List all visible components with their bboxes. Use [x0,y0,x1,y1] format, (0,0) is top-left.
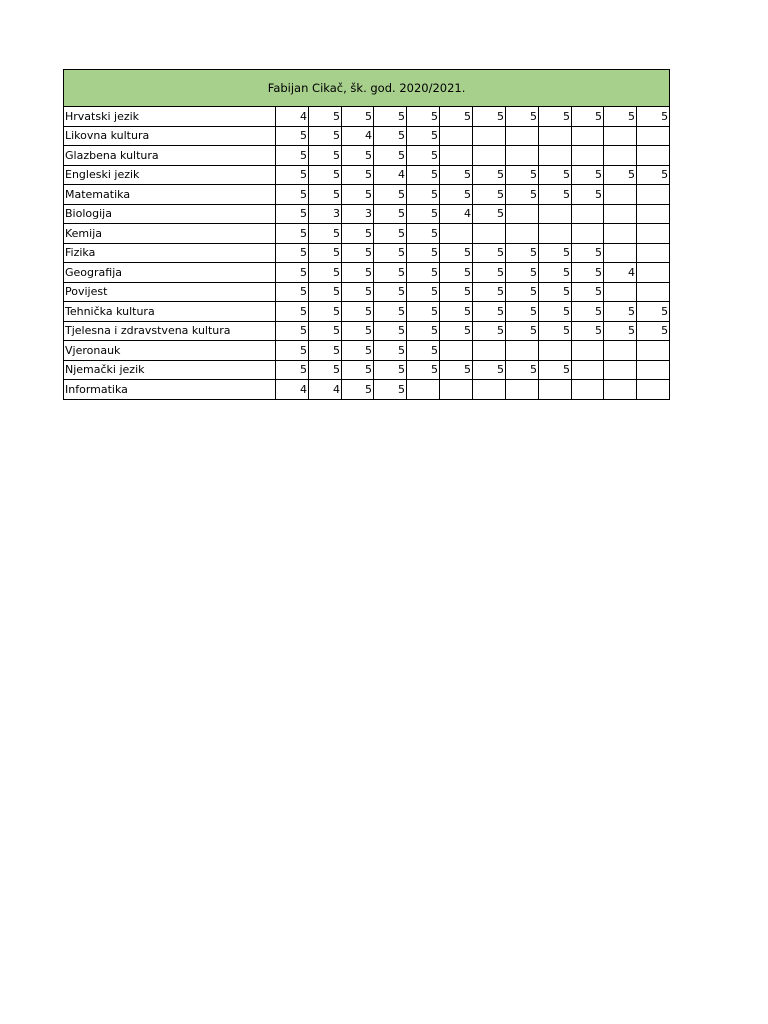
grade-cell[interactable]: 5 [407,146,440,166]
grade-cell[interactable]: 5 [407,341,440,361]
grade-cell[interactable]: 5 [440,360,473,380]
grade-cell[interactable]: 5 [342,146,374,166]
grade-cell[interactable]: 5 [309,243,342,263]
grade-cell[interactable]: 5 [276,224,309,244]
grade-cell[interactable] [604,282,637,302]
grade-cell[interactable]: 5 [309,185,342,205]
grade-cell[interactable] [604,185,637,205]
grade-cell[interactable]: 5 [473,185,506,205]
grade-cell[interactable]: 5 [374,146,407,166]
grade-cell[interactable]: 5 [374,263,407,283]
grade-cell[interactable] [637,224,670,244]
grade-cell[interactable]: 5 [309,282,342,302]
table-row [64,204,670,224]
grade-cell[interactable]: 5 [506,243,539,263]
grade-cell[interactable]: 5 [506,263,539,283]
grade-cell[interactable]: 5 [342,302,374,322]
grade-cell[interactable]: 5 [506,360,539,380]
grade-cell[interactable]: 5 [342,360,374,380]
grade-cell[interactable]: 4 [342,126,374,146]
grade-cell[interactable]: 5 [276,243,309,263]
subject-cell[interactable]: Tehnička kultura [64,302,276,322]
table-row [64,224,670,244]
grade-cell[interactable]: 5 [342,243,374,263]
grade-cell[interactable] [637,185,670,205]
subject-cell[interactable]: Povijest [64,282,276,302]
grade-cell[interactable] [539,204,572,224]
table-row [64,146,670,166]
grade-cell[interactable] [572,360,604,380]
grade-cell[interactable]: 5 [440,243,473,263]
grade-cell[interactable] [572,146,604,166]
grade-cell[interactable] [473,341,506,361]
grade-cell[interactable]: 5 [276,185,309,205]
subject-cell[interactable]: Matematika [64,185,276,205]
subject-cell[interactable]: Biologija [64,204,276,224]
grade-cell[interactable]: 5 [473,165,506,185]
grade-cell[interactable]: 5 [342,185,374,205]
grade-cell[interactable]: 5 [342,263,374,283]
table-row [64,107,670,127]
grade-cell[interactable] [473,224,506,244]
grade-cell[interactable]: 5 [506,107,539,127]
grade-cell[interactable]: 5 [342,380,374,400]
grade-cell[interactable]: 5 [539,263,572,283]
grade-cell[interactable]: 5 [604,107,637,127]
grade-cell[interactable]: 5 [572,185,604,205]
grade-cell[interactable]: 5 [473,243,506,263]
grade-cell[interactable]: 5 [407,263,440,283]
grade-cell[interactable]: 5 [276,302,309,322]
grade-rows [64,107,670,400]
grade-cell[interactable]: 5 [407,107,440,127]
subject-cell[interactable]: Engleski jezik [64,165,276,185]
grade-cell[interactable]: 5 [473,263,506,283]
grade-cell[interactable] [473,146,506,166]
grade-cell[interactable]: 5 [473,282,506,302]
grades-table [63,69,670,400]
grade-cell[interactable]: 5 [637,321,670,341]
grade-cell[interactable]: 5 [276,263,309,283]
grade-cell[interactable]: 5 [276,146,309,166]
grade-cell[interactable] [473,126,506,146]
subject-cell[interactable]: Fizika [64,243,276,263]
grade-cell[interactable] [506,224,539,244]
subject-cell[interactable]: Hrvatski jezik [64,107,276,127]
grade-cell[interactable]: 5 [539,165,572,185]
grade-cell[interactable]: 4 [276,380,309,400]
grade-cell[interactable] [407,380,440,400]
grade-cell[interactable]: 5 [440,107,473,127]
grade-cell[interactable]: 5 [276,204,309,224]
grade-cell[interactable] [637,243,670,263]
table-row [64,243,670,263]
grade-cell[interactable] [637,126,670,146]
grade-cell[interactable]: 5 [407,185,440,205]
table-row [64,360,670,380]
grade-cell[interactable]: 5 [572,321,604,341]
table-row [64,380,670,400]
grade-cell[interactable]: 5 [637,165,670,185]
grade-cell[interactable]: 5 [342,224,374,244]
grade-cell[interactable]: 5 [440,185,473,205]
table-row [64,165,670,185]
grade-cell[interactable] [572,224,604,244]
table-row [64,263,670,283]
grade-cell[interactable] [604,360,637,380]
grade-cell[interactable]: 4 [604,263,637,283]
grade-cell[interactable]: 5 [374,360,407,380]
subject-cell[interactable]: Informatika [64,380,276,400]
grade-cell[interactable] [572,380,604,400]
grade-cell[interactable]: 5 [572,243,604,263]
subject-cell[interactable]: Kemija [64,224,276,244]
grade-cell[interactable]: 5 [407,243,440,263]
grade-cell[interactable]: 5 [309,263,342,283]
grade-cell[interactable]: 5 [407,321,440,341]
title-row [64,70,670,107]
grade-cell[interactable] [604,341,637,361]
grade-cell[interactable]: 5 [637,107,670,127]
grade-cell[interactable]: 5 [374,380,407,400]
grade-cell[interactable]: 3 [309,204,342,224]
grade-cell[interactable] [637,263,670,283]
grade-cell[interactable]: 5 [473,360,506,380]
grade-cell[interactable]: 5 [637,302,670,322]
grade-cell[interactable]: 5 [374,224,407,244]
grade-cell[interactable]: 5 [374,302,407,322]
grade-cell[interactable] [506,380,539,400]
grade-cell[interactable]: 5 [309,107,342,127]
grade-cell[interactable] [604,146,637,166]
grade-cell[interactable]: 5 [473,107,506,127]
grade-cell[interactable]: 5 [309,146,342,166]
grade-cell[interactable]: 5 [440,263,473,283]
grade-cell[interactable] [604,380,637,400]
grade-cell[interactable] [604,126,637,146]
grade-cell[interactable] [637,282,670,302]
subject-cell[interactable]: Likovna kultura [64,126,276,146]
grade-cell[interactable]: 3 [342,204,374,224]
subject-cell[interactable]: Geografija [64,263,276,283]
grade-cell[interactable] [473,380,506,400]
grade-cell[interactable]: 5 [342,282,374,302]
grade-cell[interactable]: 5 [309,126,342,146]
grade-cell[interactable]: 5 [309,165,342,185]
subject-cell[interactable]: Tjelesna i zdravstvena kultura [64,321,276,341]
grade-cell[interactable]: 5 [374,341,407,361]
grade-cell[interactable]: 5 [309,360,342,380]
grade-cell[interactable] [506,204,539,224]
grade-cell[interactable]: 5 [342,321,374,341]
grade-cell[interactable]: 5 [539,302,572,322]
grade-cell[interactable]: 5 [309,302,342,322]
subject-cell[interactable]: Vjeronauk [64,341,276,361]
grade-cell[interactable]: 5 [374,126,407,146]
grade-cell[interactable]: 5 [506,165,539,185]
grade-cell[interactable]: 5 [374,107,407,127]
grade-cell[interactable]: 5 [407,302,440,322]
table-row [64,126,670,146]
grade-cell[interactable] [440,341,473,361]
grade-cell[interactable]: 5 [407,224,440,244]
grade-cell[interactable]: 5 [539,282,572,302]
grade-cell[interactable] [637,360,670,380]
grade-cell[interactable]: 5 [539,321,572,341]
grade-cell[interactable]: 5 [276,341,309,361]
grade-cell[interactable]: 5 [604,165,637,185]
grade-cell[interactable] [637,341,670,361]
grade-cell[interactable]: 5 [276,126,309,146]
grade-cell[interactable]: 5 [309,341,342,361]
sheet-title: Fabijan Cikač, šk. god. 2020/2021. [64,70,670,107]
grade-cell[interactable]: 5 [374,282,407,302]
grade-cell[interactable]: 4 [309,380,342,400]
grade-cell[interactable]: 5 [309,224,342,244]
grade-cell[interactable]: 5 [572,107,604,127]
grade-cell[interactable]: 5 [407,204,440,224]
grade-cell[interactable] [440,224,473,244]
table-row [64,185,670,205]
grade-cell[interactable]: 5 [374,185,407,205]
grade-cell[interactable] [572,204,604,224]
subject-cell[interactable]: Glazbena kultura [64,146,276,166]
grade-cell[interactable] [637,146,670,166]
grade-cell[interactable]: 5 [407,360,440,380]
grade-cell[interactable] [539,224,572,244]
grade-cell[interactable]: 5 [506,302,539,322]
grade-cell[interactable] [572,341,604,361]
grade-cell[interactable]: 4 [440,204,473,224]
grade-cell[interactable]: 5 [539,360,572,380]
subject-cell[interactable]: Njemački jezik [64,360,276,380]
grade-cell[interactable] [637,380,670,400]
grade-cell[interactable] [539,126,572,146]
grade-cell[interactable]: 5 [506,185,539,205]
grade-cell[interactable]: 5 [440,321,473,341]
grade-cell[interactable]: 5 [539,107,572,127]
table-row [64,341,670,361]
table-row [64,302,670,322]
grade-cell[interactable] [506,126,539,146]
grade-cell[interactable] [604,243,637,263]
grade-cell[interactable] [572,126,604,146]
grade-cell[interactable]: 4 [276,107,309,127]
grade-cell[interactable]: 5 [276,282,309,302]
table-row [64,321,670,341]
grade-cell[interactable]: 5 [506,321,539,341]
grade-cell[interactable]: 5 [539,243,572,263]
grade-cell[interactable]: 5 [473,321,506,341]
grade-cell[interactable] [604,204,637,224]
grade-cell[interactable]: 5 [506,282,539,302]
grade-cell[interactable] [539,341,572,361]
grade-cell[interactable]: 5 [374,321,407,341]
grade-cell[interactable]: 5 [604,302,637,322]
grade-cell[interactable]: 5 [309,321,342,341]
grade-cell[interactable]: 5 [539,185,572,205]
grade-cell[interactable] [506,341,539,361]
grade-cell[interactable]: 5 [276,321,309,341]
grade-cell[interactable]: 5 [342,165,374,185]
grade-cell[interactable]: 5 [440,302,473,322]
grade-cell[interactable] [539,146,572,166]
grade-cell[interactable]: 5 [604,321,637,341]
grade-cell[interactable]: 5 [407,282,440,302]
grade-cell[interactable] [637,204,670,224]
grade-cell[interactable]: 5 [572,263,604,283]
grade-cell[interactable]: 5 [440,282,473,302]
grade-cell[interactable] [440,126,473,146]
grade-cell[interactable]: 5 [407,165,440,185]
grade-cell[interactable]: 5 [374,204,407,224]
table-row [64,282,670,302]
grade-cell[interactable]: 5 [473,204,506,224]
grade-cell[interactable] [440,146,473,166]
grade-cell[interactable] [604,224,637,244]
grade-cell[interactable]: 5 [407,126,440,146]
grade-cell[interactable]: 5 [342,107,374,127]
grade-cell[interactable]: 5 [572,302,604,322]
grade-cell[interactable]: 5 [374,243,407,263]
grade-cell[interactable]: 5 [276,165,309,185]
grade-cell[interactable]: 5 [473,302,506,322]
grade-cell[interactable]: 5 [440,165,473,185]
grade-cell[interactable] [539,380,572,400]
grade-cell[interactable]: 5 [342,341,374,361]
grade-cell[interactable]: 5 [572,282,604,302]
grade-cell[interactable] [440,380,473,400]
grade-cell[interactable]: 4 [374,165,407,185]
grade-cell[interactable]: 5 [276,360,309,380]
grade-cell[interactable] [506,146,539,166]
grade-cell[interactable]: 5 [572,165,604,185]
